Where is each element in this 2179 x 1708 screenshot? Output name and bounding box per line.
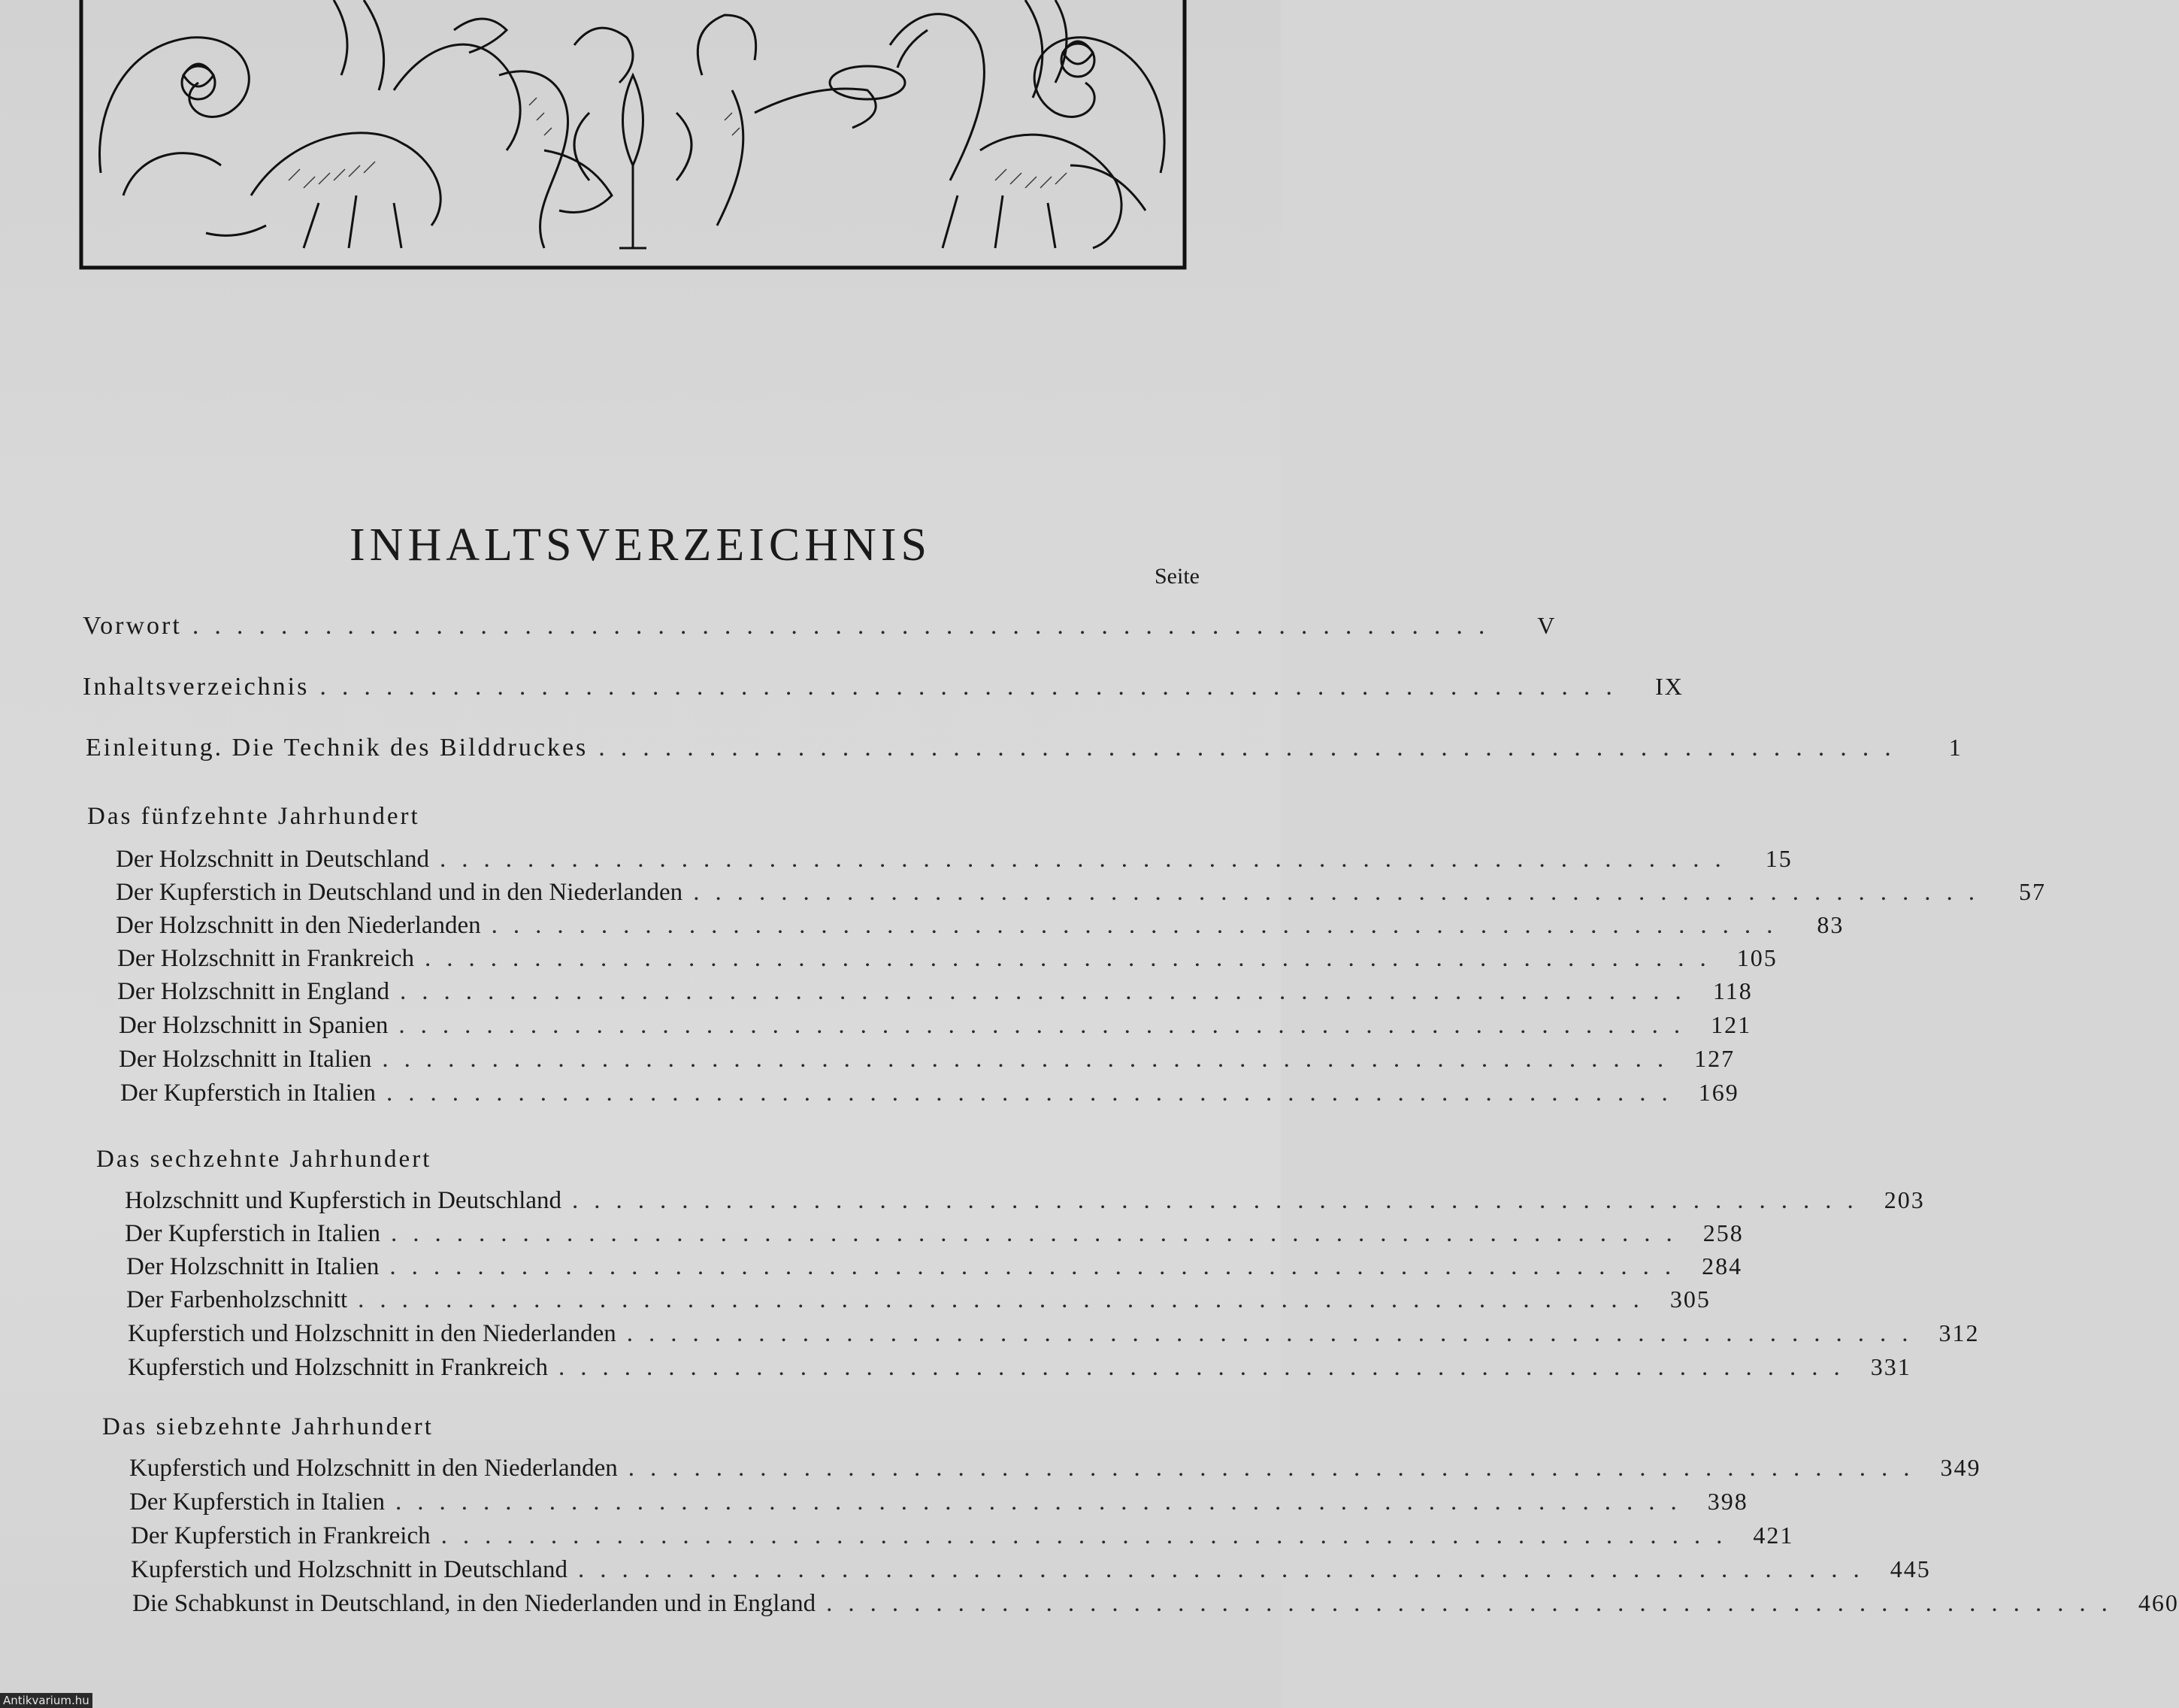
toc-entry-label: Kupferstich und Holzschnitt in Deutschland [131, 1556, 568, 1583]
toc-entry-page: 57 [2018, 878, 2046, 905]
leader-dots: ........................................................... [578, 1556, 1875, 1583]
leader-dots: ........................................................... [626, 1320, 1924, 1347]
toc-entry-label: Einleitung. Die Technik des Bilddruckes [86, 734, 589, 762]
leader-dots: ........................................................... [386, 1080, 1684, 1107]
toc-entry-label: Der Holzschnitt in den Niederlanden [116, 912, 481, 939]
toc-entry-page: 421 [1753, 1522, 1794, 1549]
leader-dots: ........................................................... [389, 1253, 1687, 1280]
toc-entry-page: 258 [1702, 1219, 1744, 1246]
toc-entry-label: Der Kupferstich in Italien [120, 1080, 376, 1107]
toc-entry-label: Der Kupferstich in Frankreich [131, 1522, 431, 1549]
watermark: Antikvarium.hu [0, 1693, 92, 1708]
toc-entry-page: IX [1655, 673, 1684, 700]
leader-dots: ........................................................... [382, 1046, 1680, 1073]
leader-dots: ........................................................... [491, 912, 1789, 939]
leader-dots: ........................................................... [358, 1286, 1655, 1313]
toc-entry-page: 349 [1940, 1454, 1981, 1481]
toc-entry [131, 1552, 1931, 1585]
grotesque-ornament-icon [78, 0, 1188, 272]
toc-entry-label: Der Farbenholzschnitt [126, 1286, 348, 1313]
toc-entry-label: Der Holzschnitt in Deutschland [116, 846, 429, 873]
page-title: INHALTSVERZEICHNIS [350, 519, 931, 571]
leader-dots: ........................................................... [439, 846, 1737, 873]
toc-entry-label: Der Holzschnitt in Frankreich [117, 945, 414, 972]
toc-entry-page: 1 [1948, 734, 1963, 761]
toc-entry [126, 1283, 1711, 1316]
toc-entry-label: Der Holzschnitt in England [117, 978, 390, 1005]
leader-dots: ........................................................... [693, 879, 1990, 906]
toc-entry-page: 83 [1817, 911, 1845, 938]
leader-dots: ........................................................... [826, 1590, 2123, 1617]
toc-entry [119, 1008, 1752, 1041]
toc-entry [117, 974, 1753, 1007]
toc-entry-page: 15 [1765, 845, 1793, 872]
toc-entry-page: 284 [1702, 1252, 1743, 1279]
leader-dots: ........................................................... [390, 1220, 1688, 1247]
toc-entry-label: Kupferstich und Holzschnitt in den Niederlanden [128, 1320, 616, 1347]
toc-entry [116, 908, 1845, 941]
toc-entry [120, 1076, 1739, 1109]
toc-entry [83, 670, 1684, 703]
toc-entry-label: Inhaltsverzeichnis [83, 673, 310, 701]
toc-entry-page: 460 [2138, 1589, 2179, 1616]
toc-entry-label: Vorwort [83, 612, 182, 640]
toc-entry-page: 118 [1712, 977, 1753, 1004]
leader-dots: ........................................................... [572, 1187, 1869, 1214]
toc-entry-label: Kupferstich und Holzschnitt in den Niederlanden [129, 1455, 618, 1482]
leader-dots: ........................................................... [628, 1455, 1926, 1482]
section-heading: Das sechzehnte Jahrhundert [96, 1146, 432, 1173]
toc-entry-label: Der Holzschnitt in Italien [126, 1253, 380, 1280]
toc-entry-page: 305 [1669, 1286, 1711, 1313]
section-heading: Das fünfzehnte Jahrhundert [87, 803, 420, 830]
toc-entry-label: Der Kupferstich in Italien [125, 1220, 380, 1247]
toc-entry [129, 1485, 1748, 1518]
leader-dots: ........................................................... [192, 612, 1501, 640]
section-heading: Das siebzehnte Jahrhundert [102, 1413, 434, 1440]
toc-entry [116, 875, 2046, 908]
toc-entry [128, 1350, 1911, 1383]
toc-entry [126, 1249, 1743, 1283]
toc-entry-label: Kupferstich und Holzschnitt in Frankreich [128, 1354, 549, 1381]
toc-entry-page: 398 [1707, 1488, 1748, 1515]
leader-dots: ........................................................... [424, 945, 1722, 972]
toc-entry-page: 121 [1711, 1011, 1752, 1038]
toc-entry-page: 203 [1884, 1186, 1925, 1213]
leader-dots: ........................................................... [598, 734, 1907, 762]
toc-entry-page: 105 [1736, 944, 1778, 971]
toc-entry-page: 312 [1938, 1319, 1980, 1346]
leader-dots: ........................................................... [398, 1012, 1696, 1039]
toc-entry [125, 1216, 1744, 1249]
toc-entry-page: 169 [1698, 1079, 1739, 1106]
leader-dots: ........................................................... [319, 673, 1628, 701]
toc-entry-page: 445 [1890, 1555, 1931, 1582]
toc-entry [129, 1451, 1981, 1484]
leader-dots: ........................................................... [395, 1488, 1693, 1516]
toc-entry-label: Der Kupferstich in Italien [129, 1488, 385, 1516]
toc-entry-label: Der Kupferstich in Deutschland und in den Niederlanden [116, 879, 683, 906]
toc-entry-label: Der Holzschnitt in Spanien [119, 1012, 389, 1039]
toc-entry-label: Die Schabkunst in Deutschland, in den Niederlanden und in England [132, 1590, 816, 1617]
leader-dots: ........................................................... [400, 978, 1697, 1005]
leader-dots: ........................................................... [558, 1354, 1856, 1381]
toc-entry [83, 609, 1557, 642]
page-column-header: Seite [1155, 564, 1200, 589]
toc-entry [117, 941, 1778, 974]
toc-entry-page: 127 [1694, 1045, 1736, 1072]
toc-entry [125, 1183, 1925, 1216]
toc-entry-label: Holzschnitt und Kupferstich in Deutschland [125, 1187, 562, 1214]
toc-entry [86, 731, 1963, 764]
leader-dots: ........................................................... [440, 1522, 1739, 1549]
toc-entry [128, 1316, 1980, 1349]
toc-entry-label: Der Holzschnitt in Italien [119, 1046, 372, 1073]
toc-entry [131, 1519, 1794, 1552]
toc-entry [119, 1042, 1736, 1075]
toc-entry-page: 331 [1870, 1353, 1911, 1380]
toc-entry [132, 1586, 2179, 1619]
toc-entry-page: V [1537, 612, 1557, 639]
toc-entry [116, 842, 1793, 875]
